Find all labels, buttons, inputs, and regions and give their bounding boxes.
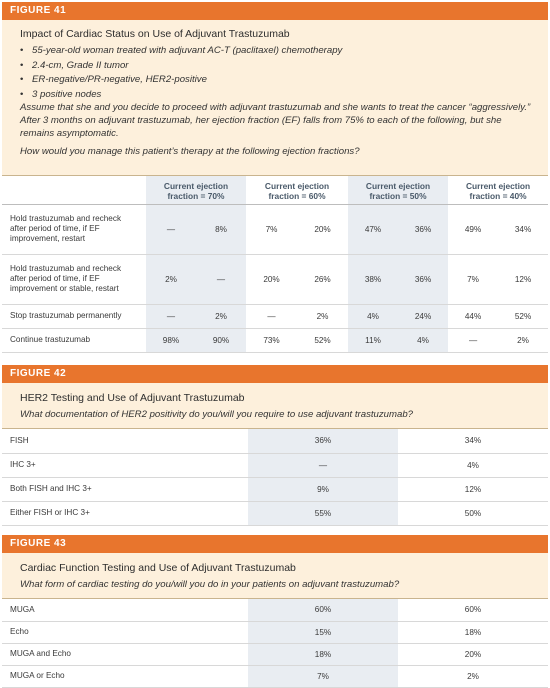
- figure-title: HER2 Testing and Use of Adjuvant Trastuzumab: [20, 392, 245, 404]
- figure-43: [2, 535, 548, 688]
- column-header-line: Current ejection: [465, 180, 531, 191]
- table-cell: 36%: [248, 429, 398, 453]
- column-header-line: Current ejection: [365, 180, 431, 191]
- table-cell: 90%: [196, 328, 246, 352]
- bullet-item: • ER-negative/PR-negative, HER2-positive: [20, 73, 538, 88]
- figure-label: FIGURE 42: [2, 365, 548, 383]
- table-cell: 4%: [398, 453, 548, 477]
- table-row: [2, 304, 548, 328]
- table-cell: —: [146, 204, 196, 254]
- table-cell: 18%: [398, 621, 548, 643]
- row-label-line: Hold trastuzumab and recheck: [10, 264, 122, 273]
- table-cell: 34%: [398, 429, 548, 453]
- table-cell: 20%: [246, 254, 297, 304]
- row-label: MUGA: [2, 599, 248, 621]
- table-cell: 44%: [448, 304, 498, 328]
- row-label: MUGA and Echo: [2, 643, 248, 665]
- figure-question: What documentation of HER2 positivity do you/will you require to use adjuvant trastuzumab?: [20, 409, 414, 420]
- table-cell: 52%: [297, 328, 348, 352]
- table-cell: 7%: [448, 254, 498, 304]
- row-label: FISH: [2, 429, 248, 453]
- table-cell: 9%: [248, 477, 398, 501]
- table-cell: 2%: [146, 254, 196, 304]
- table-cell: 34%: [498, 204, 548, 254]
- table-cell: 52%: [498, 304, 548, 328]
- table-cell: 60%: [248, 599, 398, 621]
- row-label: Continue trastuzumab: [2, 328, 146, 352]
- column-header-line: Current ejection: [163, 180, 229, 191]
- table-cell: 50%: [398, 501, 548, 525]
- case-bullets: [20, 44, 538, 102]
- table-cell: —: [248, 453, 398, 477]
- figure-question: What form of cardiac testing do you/will you do in your patients on adjuvant trastuzumab?: [20, 579, 400, 590]
- cardiac-testing-table: [2, 599, 548, 688]
- bullet-item: • 2.4-cm, Grade II tumor: [20, 59, 538, 74]
- row-label-line: improvement, restart: [10, 234, 86, 243]
- table-cell: 36%: [398, 204, 448, 254]
- column-header-ef-50: [348, 176, 448, 204]
- table-row: [2, 453, 548, 477]
- bullet-item: • 55-year-old woman treated with adjuvant AC-T (paclitaxel) chemotherapy: [20, 44, 538, 59]
- column-header-line: fraction = 50%: [369, 190, 427, 201]
- table-cell: 12%: [398, 477, 548, 501]
- row-label: Stop trastuzumab permanently: [2, 304, 146, 328]
- row-label: IHC 3+: [2, 453, 248, 477]
- table-cell: 73%: [246, 328, 297, 352]
- table-cell: 15%: [248, 621, 398, 643]
- table-cell: 11%: [348, 328, 398, 352]
- table-cell: 20%: [297, 204, 348, 254]
- table-cell: 60%: [398, 599, 548, 621]
- table-cell: 2%: [196, 304, 246, 328]
- table-row: [2, 643, 548, 665]
- table-row: [2, 621, 548, 643]
- table-cell: 47%: [348, 204, 398, 254]
- table-row: [2, 254, 548, 304]
- table-cell: 18%: [248, 643, 398, 665]
- figure-label: FIGURE 41: [2, 2, 548, 20]
- table-row: [2, 477, 548, 501]
- figure-question: How would you manage this patient’s therapy at the following ejection fractions?: [20, 145, 360, 157]
- table-cell: —: [246, 304, 297, 328]
- table-cell: 2%: [498, 328, 548, 352]
- case-paragraph: Assume that she and you decide to proceed with adjuvant trastuzumab and she wants to treat the cancer “aggressively.” After 3 months on adjuvant trastuzumab, her ejection fraction (EF) falls from 75% to each of the following, but she remains asymptomatic.: [20, 102, 531, 139]
- column-header-line: Current ejection: [264, 180, 330, 191]
- row-label-line: Hold trastuzumab and recheck: [10, 214, 122, 223]
- table-cell: 49%: [448, 204, 498, 254]
- figure-header: [2, 383, 548, 429]
- table-row: [2, 665, 548, 687]
- column-header-line: fraction = 70%: [167, 190, 225, 201]
- figure-41: [2, 2, 548, 353]
- table-row: [2, 204, 548, 254]
- table-row: [2, 429, 548, 453]
- table-cell: 36%: [398, 254, 448, 304]
- table-cell: 20%: [398, 643, 548, 665]
- table-cell: 7%: [246, 204, 297, 254]
- table-cell: 2%: [297, 304, 348, 328]
- row-label: Both FISH and IHC 3+: [2, 477, 248, 501]
- table-cell: 4%: [348, 304, 398, 328]
- figure-title: Impact of Cardiac Status on Use of Adjuvant Trastuzumab: [20, 28, 290, 40]
- table-row: [2, 328, 548, 352]
- row-label: [2, 204, 146, 254]
- table-cell: 24%: [398, 304, 448, 328]
- table-cell: 55%: [248, 501, 398, 525]
- column-header-line: fraction = 40%: [469, 190, 527, 201]
- table-cell: 2%: [398, 665, 548, 687]
- row-label: MUGA or Echo: [2, 665, 248, 687]
- column-header-ef-40: [448, 176, 548, 204]
- table-cell: —: [196, 254, 246, 304]
- table-cell: 12%: [498, 254, 548, 304]
- figure-label: FIGURE 43: [2, 535, 548, 553]
- row-label: Echo: [2, 621, 248, 643]
- column-header-line: fraction = 60%: [268, 190, 326, 201]
- figure-title: Cardiac Function Testing and Use of Adjuvant Trastuzumab: [20, 562, 296, 574]
- figure-header: [2, 20, 548, 176]
- figure-header: [2, 553, 548, 599]
- column-header-ef-60: [246, 176, 348, 204]
- table-row: [2, 501, 548, 525]
- figure-42: [2, 365, 548, 526]
- row-label-line: after period of time, if EF: [10, 274, 100, 283]
- row-label: [2, 254, 146, 304]
- table-cell: 8%: [196, 204, 246, 254]
- her2-testing-table: [2, 429, 548, 526]
- table-cell: —: [448, 328, 498, 352]
- row-label: Either FISH or IHC 3+: [2, 501, 248, 525]
- table-cell: 4%: [398, 328, 448, 352]
- table-cell: —: [146, 304, 196, 328]
- table-cell: 26%: [297, 254, 348, 304]
- column-header-ef-70: [146, 176, 246, 204]
- empty-header-cell: [2, 176, 146, 204]
- table-row: [2, 599, 548, 621]
- row-label-line: improvement or stable, restart: [10, 284, 119, 293]
- table-cell: 38%: [348, 254, 398, 304]
- ejection-fraction-table: [2, 176, 548, 353]
- row-label-line: after period of time, if EF: [10, 224, 100, 233]
- bullet-item: • 3 positive nodes: [20, 88, 538, 103]
- table-cell: 7%: [248, 665, 398, 687]
- table-cell: 98%: [146, 328, 196, 352]
